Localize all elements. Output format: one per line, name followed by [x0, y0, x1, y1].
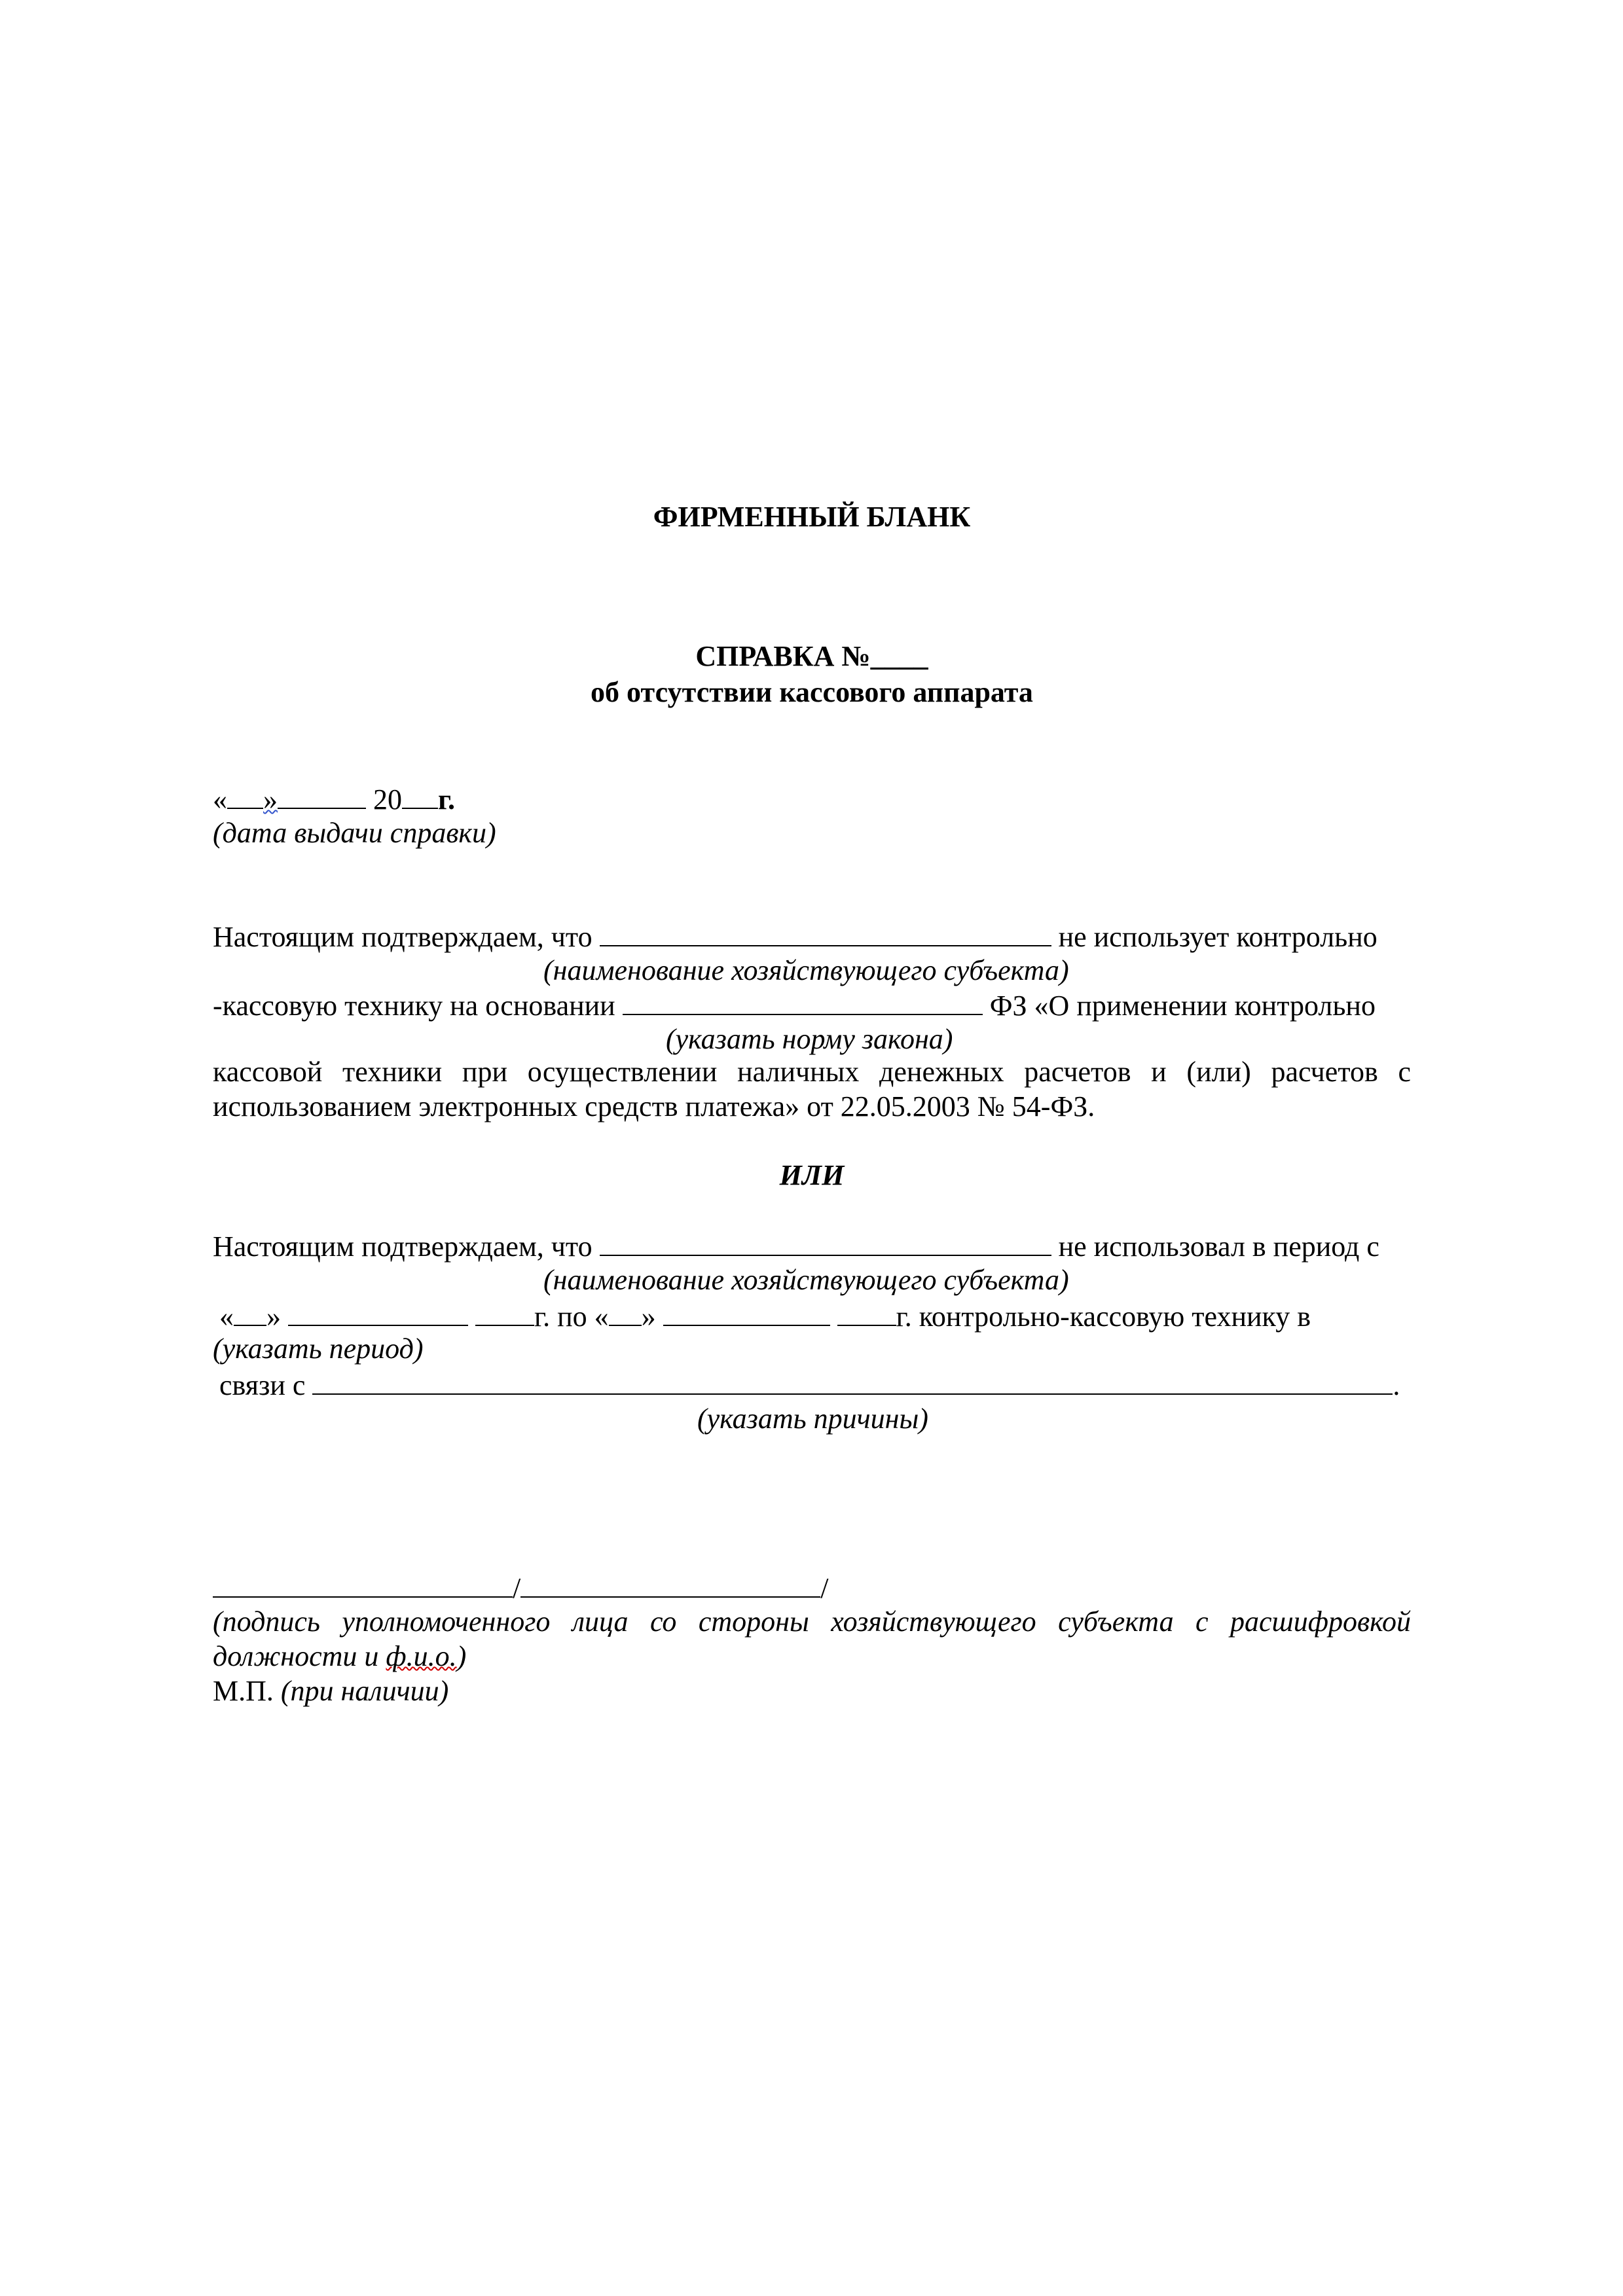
name-decode-blank — [520, 1568, 820, 1598]
signature-blank — [213, 1568, 513, 1598]
stamp-label: М.П. — [213, 1675, 274, 1707]
signature-hint-line2: должности и ф.и.о.) — [213, 1640, 467, 1672]
certificate-number: СПРАВКА №____ — [695, 640, 928, 672]
stamp-line — [213, 1673, 1411, 1710]
issue-date-hint: (дата выдачи справки) — [213, 817, 496, 849]
variant2-entity-hint: (наименование хозяйствующего субъекта) — [543, 1264, 1069, 1296]
variant2-reason-line: связи с . — [219, 1365, 1417, 1404]
signature-line: / / — [213, 1568, 1411, 1607]
stamp-hint: (при наличии) — [280, 1675, 449, 1707]
variant1-line1: Настоящим подтверждаем, что не использует контрольно — [213, 916, 1411, 956]
period-start-day-blank — [234, 1296, 266, 1326]
variant2-period-hint: (указать период) — [213, 1333, 424, 1365]
letterhead-text: ФИРМЕННЫЙ БЛАНК — [653, 501, 971, 533]
certificate-title — [213, 638, 1411, 675]
variant1-line2: -кассовую технику на основании ФЗ «О применении контрольно — [213, 985, 1411, 1024]
variant2-period-line: « » г. по « » г. контрольно-кассовую технику в — [219, 1296, 1417, 1335]
letterhead-title — [213, 499, 1411, 535]
entity-name-blank — [600, 916, 1051, 946]
variant2-reason-hint: (указать причины) — [697, 1403, 928, 1435]
period-start-month-blank — [288, 1296, 468, 1326]
year-blank — [402, 779, 438, 809]
variant1-line3: кассовой техники при осуществлении наличных денежных расчетов и (или) расчетов с — [213, 1056, 1411, 1088]
month-blank — [278, 779, 366, 809]
or-separator: ИЛИ — [779, 1159, 845, 1191]
variant1-entity-hint: (наименование хозяйствующего субъекта) — [543, 954, 1069, 986]
reason-blank — [312, 1365, 1393, 1395]
period-end-year-blank — [837, 1296, 896, 1326]
certificate-subtitle — [213, 674, 1411, 711]
period-end-month-blank — [663, 1296, 830, 1326]
certificate-subtitle-text: об отсутствии кассового аппарата — [591, 676, 1033, 708]
period-start-year-blank — [475, 1296, 534, 1326]
period-end-day-blank — [609, 1296, 642, 1326]
variant1-line4: использованием электронных средств платежа» от 22.05.2003 № 54-ФЗ. — [213, 1090, 1095, 1122]
variant1-law-hint: (указать норму закона) — [666, 1023, 953, 1055]
law-norm-blank — [623, 985, 983, 1015]
variant2-line1: Настоящим подтверждаем, что не использовал в период с — [213, 1226, 1411, 1265]
entity-name-blank-2 — [600, 1226, 1051, 1256]
day-blank — [227, 779, 263, 809]
signature-hint-line1: (подпись уполномоченного лица со стороны хозяйствующего субъекта с расшифровкой — [213, 1605, 1411, 1638]
issue-date-line: « » 20 г. — [213, 779, 1411, 818]
